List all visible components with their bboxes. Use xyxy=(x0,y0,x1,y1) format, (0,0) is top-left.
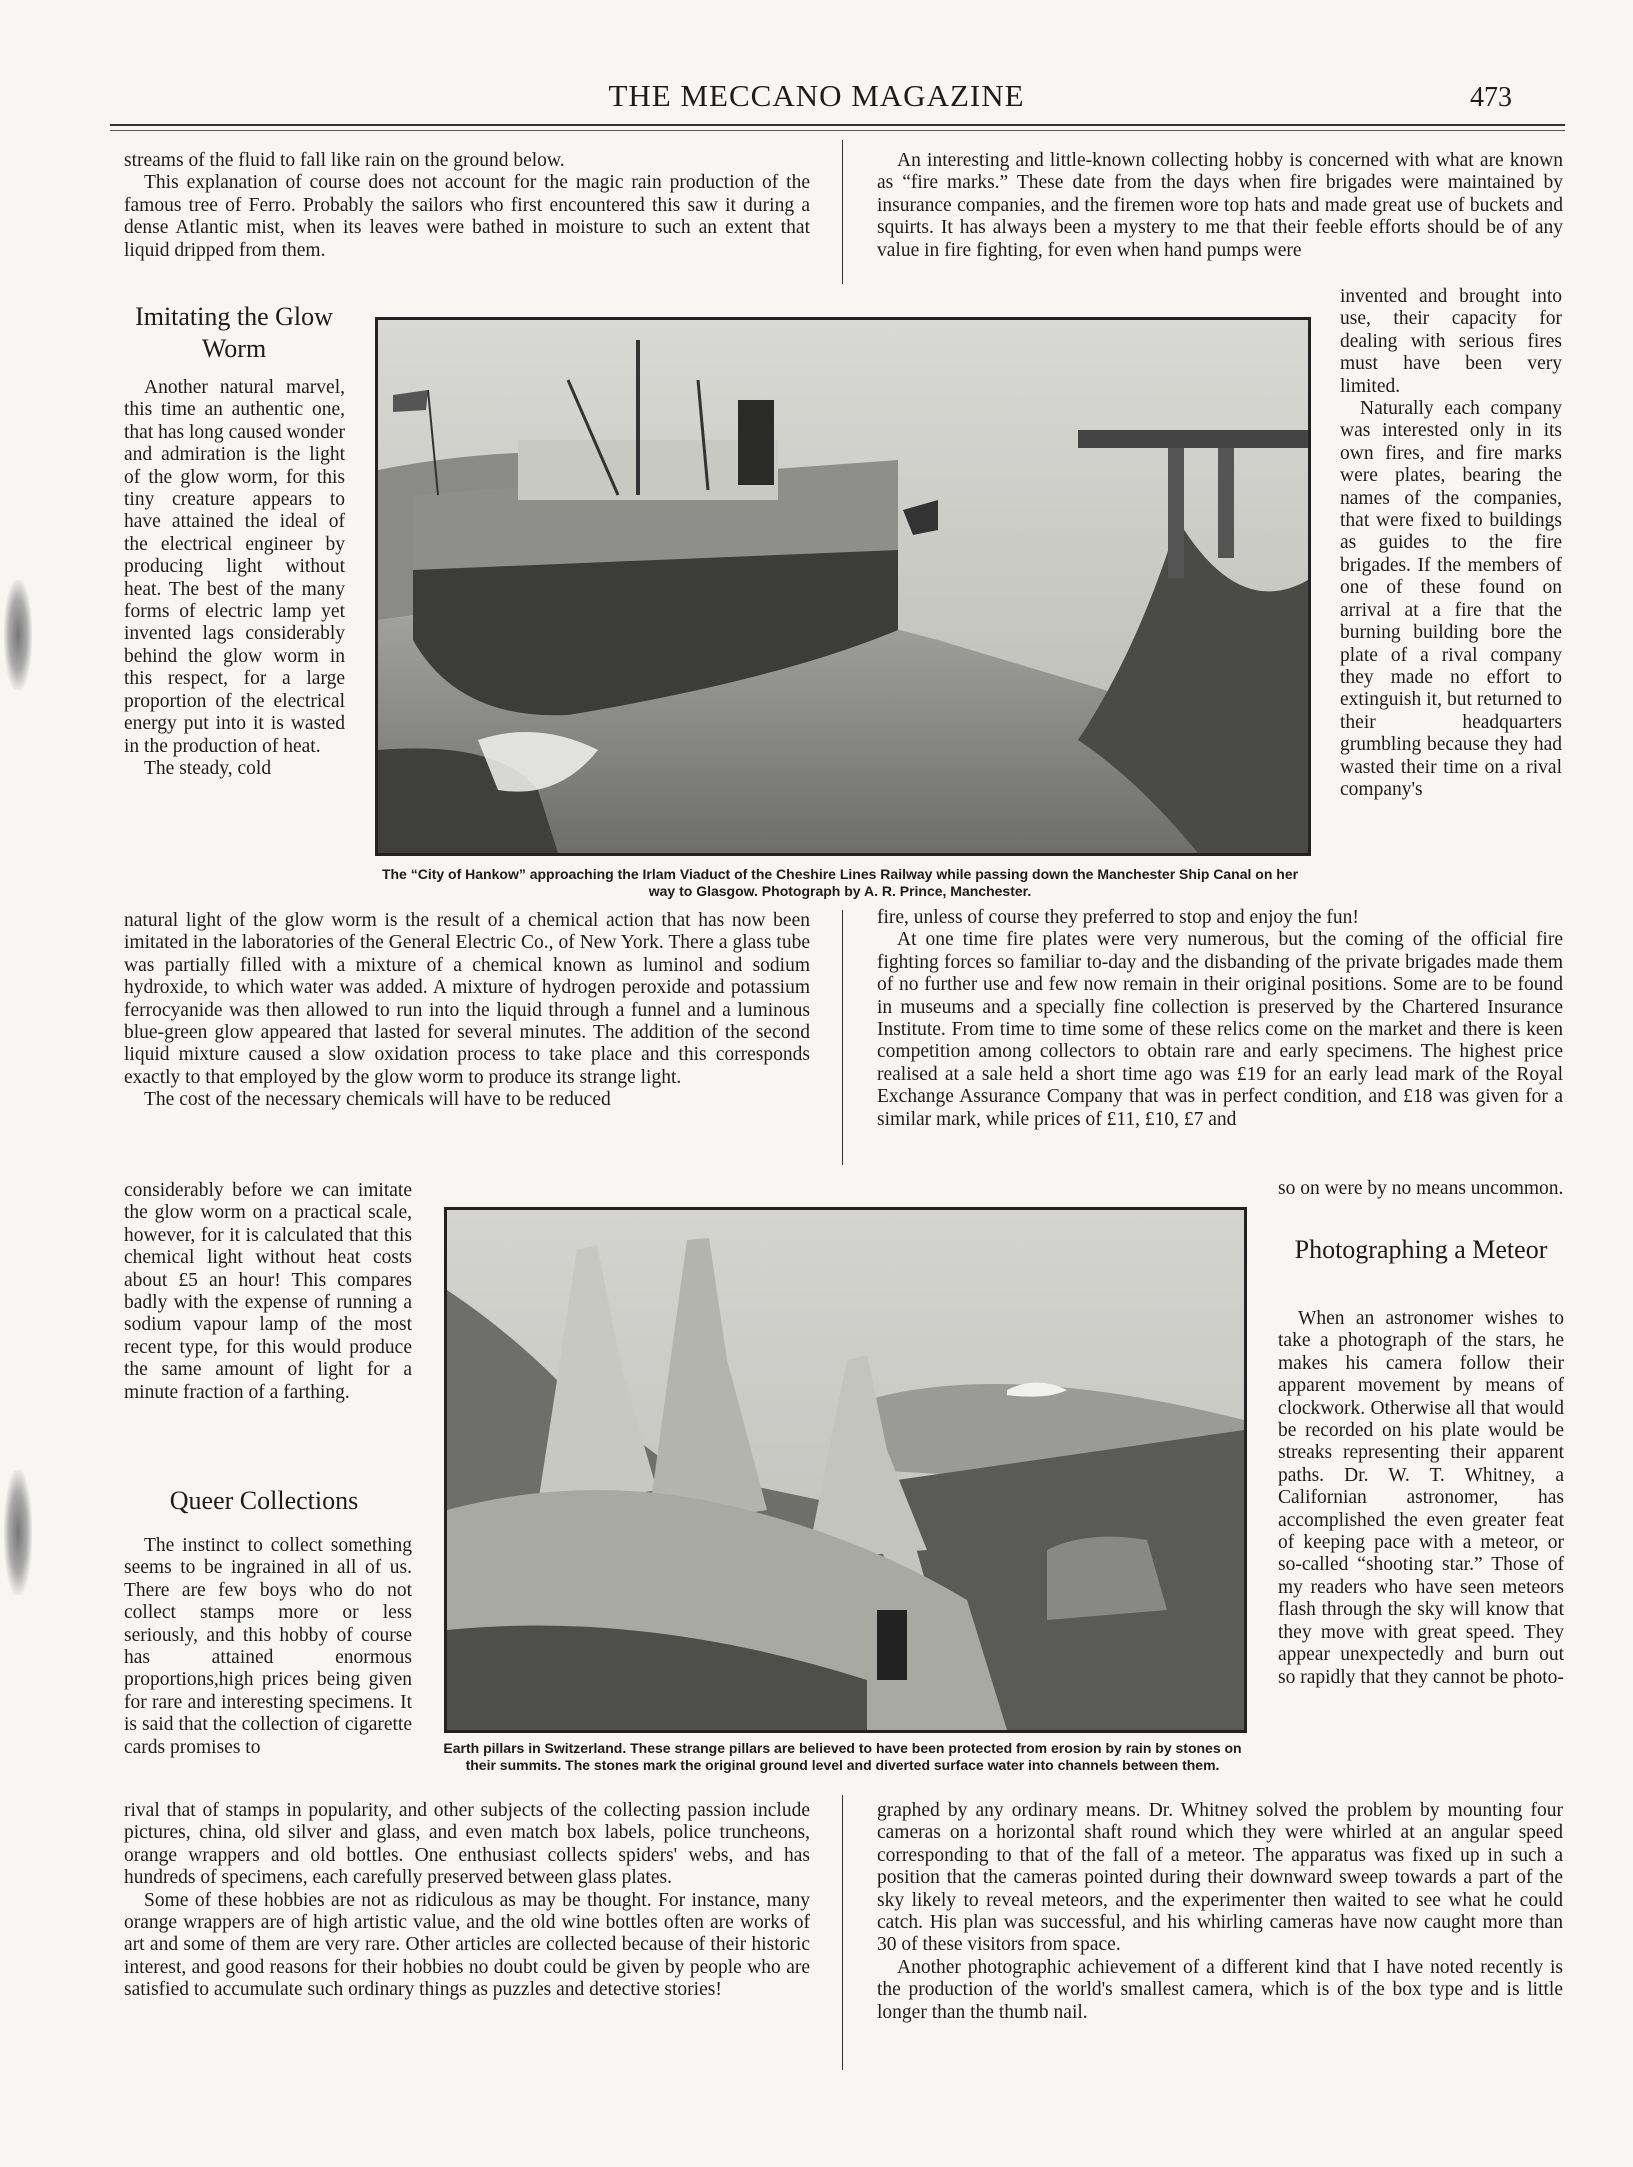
paragraph: An interesting and little-known collecting hobby is concerned with what are known as “fire marks.” These date from the days when fire brigades were maintained by insurance companies, and the firemen wore top hats and made great use of buckets and squirts. It has always been a mystery to me that their feeble efforts should be of any value in fire fighting, for even when hand pumps were xyxy=(877,150,1563,261)
column-divider-top xyxy=(842,140,843,284)
paragraph: streams of the fluid to fall like rain on the ground below. xyxy=(124,150,565,171)
paragraph: rival that of stamps in popularity, and other subjects of the collecting passion include pictures, china, old silver and glass, and even match box labels, police truncheons, orange wrappers and old bottles. One enthusiast collects spiders' webs, and has hundreds of specimens, each carefully preserved between glass plates. xyxy=(124,1800,810,1889)
header-rule xyxy=(110,124,1565,126)
queer-collections-text-narrow xyxy=(124,1535,412,1759)
meteor-heading: Photographing a Meteor xyxy=(1294,1235,1548,1264)
paragraph: fire, unless of course they preferred to stop and enjoy the fun! xyxy=(877,907,1359,928)
paragraph: The cost of the necessary chemicals will have to be reduced xyxy=(144,1089,611,1111)
glow-worm-text-narrow-2 xyxy=(124,1180,412,1404)
paragraph: At one time fire plates were very numerous, but the coming of the official fire fighting forces so familiar to-day and the disbanding of the private brigades made them of no further use and few now remain in their original positions. Some are to be found in museums and a specially fine collection is preserved by the Chartered Insurance Institute. From time to time some of these relics come on the market and there is keen competition among collectors to obtain rare and early specimens. The highest price realised at a sale held a short time ago was £19 for an early lead mark of the Royal Exchange Assurance Company that was in perfect condition, and £18 was given for a similar mark, while prices of £11, £10, £7 and xyxy=(877,929,1563,1130)
paragraph: This explanation of course does not account for the magic rain production of the famous tree of Ferro. Probably the sailors who first encountered this saw it during a dense Atlantic mist, when its leaves were bathed in moisture to such an extent that liquid dripped from them. xyxy=(124,172,810,261)
earth-pillars-photo xyxy=(444,1207,1247,1733)
paragraph: invented and brought into use, their capacity for dealing with serious fires must have been very limited. xyxy=(1340,286,1562,397)
glow-worm-text-narrow xyxy=(124,377,345,780)
header-rule-thin xyxy=(110,130,1565,131)
paragraph: considerably before we can imitate the glow worm on a practical scale, however, for it is calculated that this chemical light without heat costs about £5 an hour! This compares badly with the expense of running a sodium vapour lamp of the most recent type, for this would produce the same amount of light for a minute fraction of a farthing. xyxy=(124,1180,412,1403)
paragraph: When an astronomer wishes to take a photograph of the stars, he makes his camera follow their apparent movement by means of clockwork. Otherwise all that would be recorded on his plate would be streaks representing their apparent paths. Dr. W. T. Whitney, a Californian astronomer, has accomplished the even greater feat of keeping pace with a meteor, or so-called “shooting star.” Those of my readers who have seen meteors flash through the sky will know that they move with great speed. They appear unexpectedly and burn out so rapidly that they cannot be photo- xyxy=(1278,1308,1564,1688)
glow-worm-text-wide xyxy=(124,910,810,1112)
glow-worm-heading: Imitating the Glow Worm xyxy=(135,302,333,363)
queer-collections-heading: Queer Collections xyxy=(169,1486,359,1515)
fire-marks-text-narrow xyxy=(1340,286,1562,801)
fire-marks-text-wide xyxy=(877,907,1563,1131)
queer-collections-text-wide xyxy=(124,1800,810,2002)
column-divider-bottom xyxy=(842,1795,843,2070)
meteor-text-wide xyxy=(877,1800,1563,2024)
column-divider-middle xyxy=(842,910,843,1165)
paragraph: so on were by no means uncommon. xyxy=(1278,1178,1564,1199)
margin-smudge xyxy=(4,1470,32,1595)
paragraph: graphed by any ordinary means. Dr. Whitney solved the problem by mounting four cameras on a horizontal shaft round which they were whirled at an angular speed corresponding to that of the fall of a meteor. The apparatus was fixed up in such a position that the cameras pointed during their downward sweep towards a part of the sky likely to reveal meteors, and the experimenter then waited to see what he could catch. His plan was successful, and his whirling cameras have now caught more than 30 of these visitors from space. xyxy=(877,1800,1563,1956)
page-number: 473 xyxy=(1470,82,1512,113)
fire-marks-tail xyxy=(1278,1178,1564,1200)
ship-photo xyxy=(375,317,1311,856)
ship-illustration xyxy=(378,320,1308,853)
meteor-text-narrow xyxy=(1278,1308,1564,1689)
paragraph: Another photographic achievement of a different kind that I have noted recently is the production of the world's smallest camera, which is of the box type and is little longer than the thumb nail. xyxy=(877,1956,1563,2023)
fire-marks-text-top xyxy=(877,150,1563,262)
magazine-title: THE MECCANO MAGAZINE xyxy=(608,78,1025,113)
ship-photo-caption: The “City of Hankow” approaching the Irlam Viaduct of the Cheshire Lines Railway while passing down the Manchester Ship Canal on her way to Glasgow. Photograph by A. R. Prince, Manchester. xyxy=(381,866,1299,899)
paragraph: Naturally each company was interested only in its own fires, and fire marks were plates, bearing the names of the companies, that were fixed to buildings as guides to the fire brigades. If the members of one of these found on arrival at a fire that the burning building bore the plate of a rival company they made no effort to extinguish it, but returned to their headquarters grumbling because they had wasted their time on a rival company's xyxy=(1340,398,1562,800)
margin-smudge xyxy=(4,580,32,690)
earth-pillars-illustration xyxy=(447,1210,1244,1730)
paragraph: The steady, cold xyxy=(144,757,272,779)
earth-pillars-caption: Earth pillars in Switzerland. These strange pillars are believed to have been protected from erosion by rain by stones on their summits. The stones mark the original ground level and diverted surface water into channels between them. xyxy=(443,1740,1242,1773)
paragraph: natural light of the glow worm is the result of a chemical action that has now been imitated in the laboratories of the General Electric Co., of New York. There a glass tube was partially filled with a mixture of a chemical known as luminol and sodium hydroxide, to which water was added. A mixture of hydrogen peroxide and potassium ferrocyanide was then allowed to run into the liquid through a funnel and a luminous blue-green glow appeared that lasted for several minutes. The addition of the second liquid mixture caused a slow oxidation process to take place and this corresponds exactly to that employed by the glow worm to produce its strange light. xyxy=(124,910,810,1088)
paragraph: Some of these hobbies are not as ridiculous as may be thought. For instance, many orange wrappers are of high artistic value, and the old wine bottles often are works of art and some of them are very rare. Other articles are collected because of their historic interest, and good reasons for their hobbies no doubt could be given by people who are satisfied to accumulate such ordinary things as puzzles and detective stories! xyxy=(124,1889,810,2001)
paragraph: The instinct to collect something seems to be ingrained in all of us. There are few boys who do not collect stamps more or less seriously, and this hobby of course has attained enormous proportions,high prices being given for rare and interesting specimens. It is said that the collection of cigarette cards promises to xyxy=(124,1535,412,1758)
paragraph: Another natural marvel, this time an authentic one, that has long caused wonder and admiration is the light of the glow worm, for this tiny creature appears to have attained the ideal of the electrical engineer by producing light without heat. The best of the many forms of electric lamp yet invented lags considerably behind the glow worm in this respect, for a large proportion of the electrical energy put into it is wasted in the production of heat. xyxy=(124,377,345,757)
intro-text xyxy=(124,150,810,262)
